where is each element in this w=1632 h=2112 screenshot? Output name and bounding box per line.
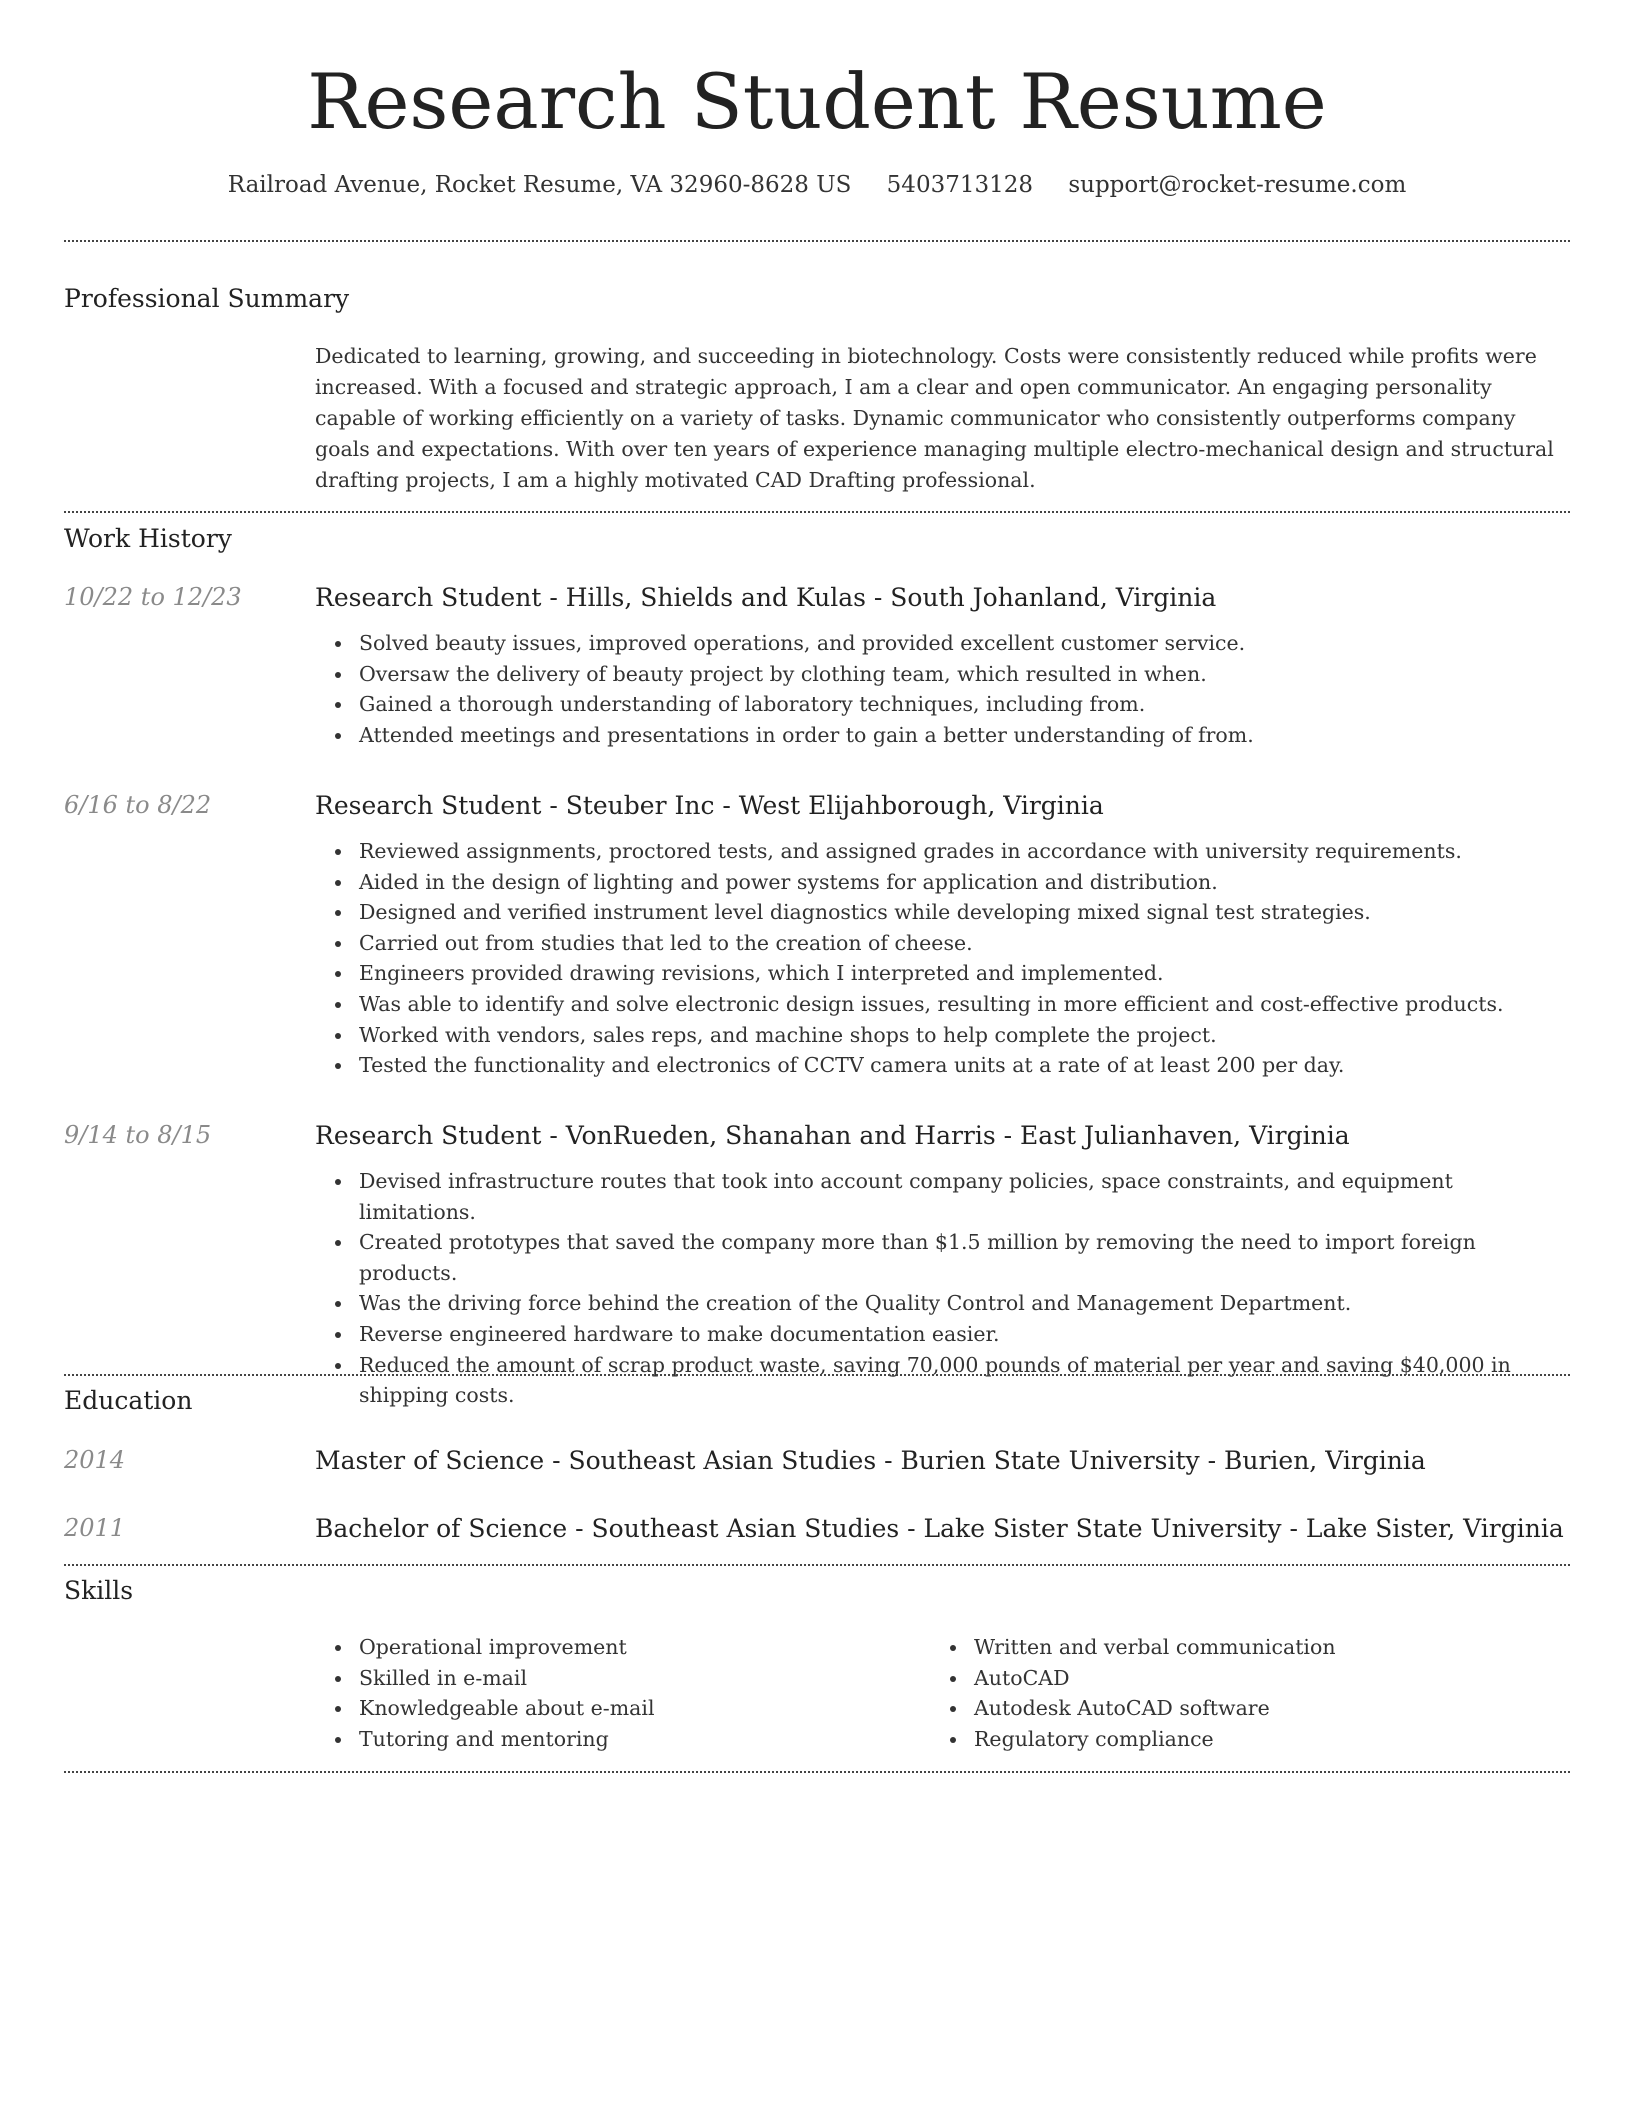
section-title-work: Work History	[64, 524, 232, 553]
job-dates: 6/16 to 8/22	[64, 791, 212, 819]
education-year: 2014	[64, 1446, 126, 1474]
divider	[64, 1564, 1570, 1566]
education-degree: Master of Science - Southeast Asian Studies - Burien State University - Burien, Virginia	[315, 1446, 1426, 1475]
list-item: Engineers provided drawing revisions, which I interpreted and implemented.	[359, 958, 1570, 989]
divider	[64, 511, 1570, 513]
job-entry	[315, 789, 1570, 1081]
list-item: Designed and verified instrument level diagnostics while developing mixed signal test strategies.	[359, 897, 1570, 928]
skill-item: AutoCAD	[974, 1663, 1530, 1694]
job-dates: 9/14 to 8/15	[64, 1121, 212, 1149]
list-item: Was able to identify and solve electronic design issues, resulting in more efficient and cost-effective products.	[359, 989, 1570, 1020]
divider	[64, 1771, 1570, 1773]
skills-column-right	[930, 1632, 1530, 1754]
section-title-education: Education	[64, 1386, 193, 1415]
job-entry	[315, 581, 1570, 750]
address: Railroad Avenue, Rocket Resume, VA 32960-8628 US	[227, 172, 852, 198]
skill-item: Skilled in e-mail	[359, 1663, 915, 1694]
list-item: Solved beauty issues, improved operations, and provided excellent customer service.	[359, 628, 1570, 659]
resume-page	[64, 0, 1570, 1751]
section-title-skills: Skills	[64, 1576, 134, 1605]
list-item: Carried out from studies that led to the creation of cheese.	[359, 928, 1570, 959]
list-item: Tested the functionality and electronics of CCTV camera units at a rate of at least 200 per day.	[359, 1050, 1570, 1081]
skill-item: Regulatory compliance	[974, 1724, 1530, 1755]
job-title: Research Student - Steuber Inc - West Elijahborough, Virginia	[315, 791, 1104, 820]
skill-item: Tutoring and mentoring	[359, 1724, 915, 1755]
summary-text: Dedicated to learning, growing, and succeeding in biotechnology. Costs were consistently reduced while profits were increased. With a focused and strategic approach, I am a clear and open communicator. An engaging personality capable of working efficiently on a variety of tasks. Dynamic communicator who consistently outperforms company goals and expectations. With over ten years of experience managing multiple electro-mechanical design and structural drafting projects, I am a highly motivated CAD Drafting professional.	[315, 344, 1554, 492]
phone: 5403713128	[886, 172, 1034, 198]
list-item: Reduced the amount of scrap product waste, saving 70,000 pounds of material per year and saving $40,000 in shipping costs.	[359, 1350, 1570, 1411]
divider	[64, 240, 1570, 242]
list-item: Devised infrastructure routes that took into account company policies, space constraints, and equipment limitations.	[359, 1166, 1570, 1227]
list-item: Created prototypes that saved the company more than $1.5 million by removing the need to import foreign products.	[359, 1227, 1570, 1288]
job-bullets	[315, 628, 1570, 750]
job-title: Research Student - Hills, Shields and Kulas - South Johanland, Virginia	[315, 583, 1217, 612]
skill-item: Autodesk AutoCAD software	[974, 1693, 1530, 1724]
list-item: Oversaw the delivery of beauty project by clothing team, which resulted in when.	[359, 659, 1570, 690]
job-bullets	[315, 836, 1570, 1081]
list-item: Gained a thorough understanding of laboratory techniques, including from.	[359, 689, 1570, 720]
job-entry	[315, 1119, 1570, 1411]
email: support@rocket-resume.com	[1068, 172, 1407, 198]
skill-item: Written and verbal communication	[974, 1632, 1530, 1663]
education-entry	[315, 1512, 1570, 1546]
skill-item: Knowledgeable about e-mail	[359, 1693, 915, 1724]
list-item: Was the driving force behind the creation of the Quality Control and Management Department.	[359, 1288, 1570, 1319]
divider	[64, 1374, 1570, 1376]
skills-list	[930, 1632, 1530, 1754]
skill-item: Operational improvement	[359, 1632, 915, 1663]
list-item: Attended meetings and presentations in order to gain a better understanding of from.	[359, 720, 1570, 751]
job-dates: 10/22 to 12/23	[64, 583, 242, 611]
list-item: Aided in the design of lighting and power systems for application and distribution.	[359, 867, 1570, 898]
contact-line	[64, 172, 1570, 198]
section-title-summary: Professional Summary	[64, 284, 350, 313]
list-item: Worked with vendors, sales reps, and machine shops to help complete the project.	[359, 1020, 1570, 1051]
skills-list	[315, 1632, 915, 1754]
list-item: Reviewed assignments, proctored tests, and assigned grades in accordance with university requirements.	[359, 836, 1570, 867]
education-year: 2011	[64, 1514, 126, 1542]
summary-body	[315, 341, 1570, 496]
education-degree: Bachelor of Science - Southeast Asian Studies - Lake Sister State University - Lake Sister, Virginia	[315, 1514, 1564, 1543]
skills-column-left	[315, 1632, 915, 1754]
education-entry	[315, 1444, 1570, 1478]
list-item: Reverse engineered hardware to make documentation easier.	[359, 1319, 1570, 1350]
job-title: Research Student - VonRueden, Shanahan and Harris - East Julianhaven, Virginia	[315, 1121, 1350, 1150]
resume-title: Research Student Resume	[307, 57, 1327, 146]
